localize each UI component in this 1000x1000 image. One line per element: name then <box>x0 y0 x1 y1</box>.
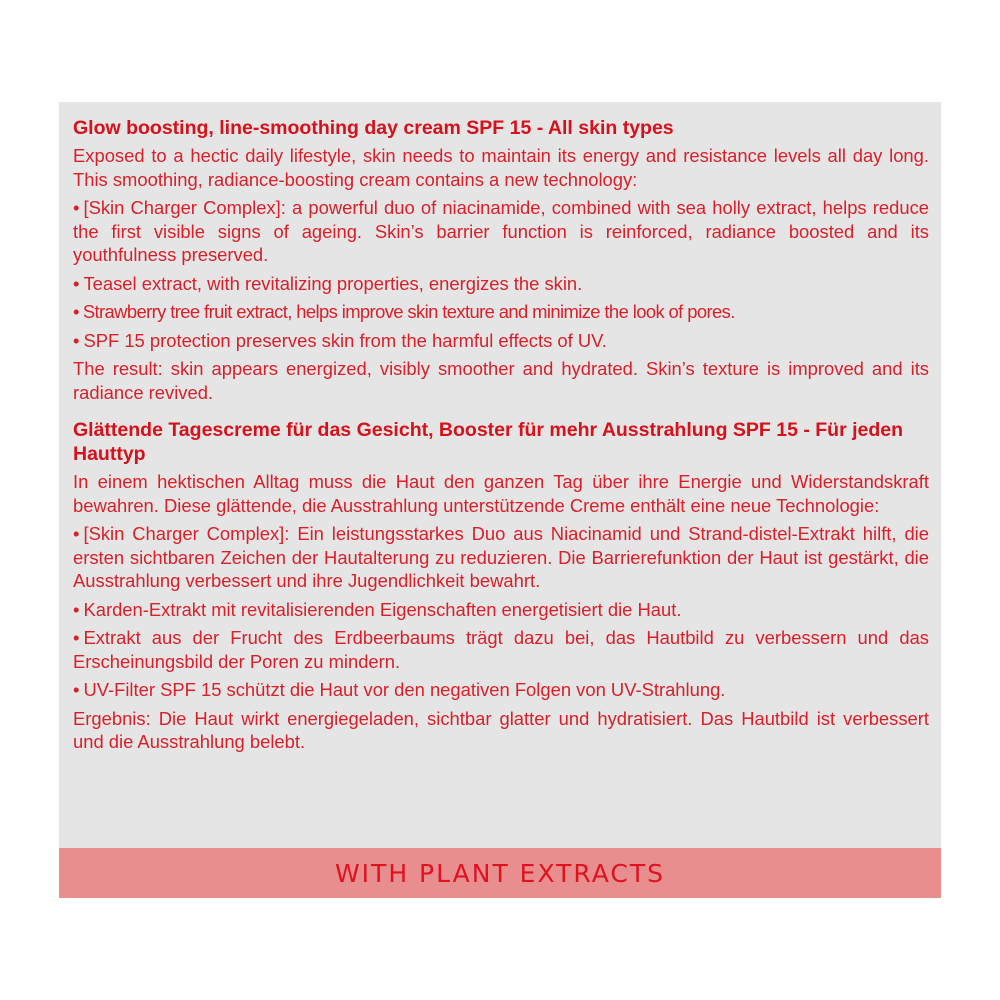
bullet-icon: • <box>73 598 80 620</box>
german-bullet <box>73 626 929 673</box>
english-bullet-text: Strawberry tree fruit extract, helps improve skin texture and minimize the look of pores. <box>82 301 735 322</box>
plant-extracts-band <box>59 848 941 898</box>
german-bullet-text: [Skin Charger Complex]: Ein leistungsstarkes Duo aus Niacinamid und Strand-distel-Extrakt hilft, die ersten sichtbaren Zeichen der Hautalterung zu reduzieren. Die Barrierefunktion der Haut ist gestärkt, die Ausstrahlung verbessert und ihre Jugendlichkeit bewahrt. <box>73 523 929 591</box>
bullet-icon: • <box>73 301 79 322</box>
german-bullet-text: Karden-Extrakt mit revitalisierenden Eigenschaften energetisiert die Haut. <box>83 598 682 620</box>
english-section <box>73 116 929 404</box>
english-bullet <box>73 272 929 296</box>
bullet-icon: • <box>73 272 80 294</box>
bullet-icon: • <box>73 627 80 648</box>
german-bullet <box>73 522 929 593</box>
german-heading: Glättende Tagescreme für das Gesicht, Booster für mehr Ausstrahlung SPF 15 - Für jeden Hauttyp <box>73 419 904 465</box>
english-bullet-text: Teasel extract, with revitalizing properties, energizes the skin. <box>83 272 583 294</box>
english-bullet-text: [Skin Charger Complex]: a powerful duo of niacinamide, combined with sea holly extract, helps reduce the first visible signs of ageing. Skin’s barrier function is reinforced, radiance boosted and its youthfulness preserved. <box>73 197 929 265</box>
english-bullet-text: SPF 15 protection preserves skin from the harmful effects of UV. <box>83 329 607 351</box>
product-label-panel <box>59 102 941 898</box>
german-section <box>73 418 929 754</box>
german-bullet <box>73 598 929 622</box>
english-intro: Exposed to a hectic daily lifestyle, skin needs to maintain its energy and resistance levels all day long. This smoothing, radiance-boosting cream contains a new technology: <box>73 145 929 190</box>
bullet-icon: • <box>73 329 80 351</box>
german-bullet <box>73 678 929 702</box>
bullet-icon: • <box>73 679 80 700</box>
german-result: Ergebnis: Die Haut wirkt energiegeladen, sichtbar glatter und hydratisiert. Das Hautbild ist verbessert und die Ausstrahlung belebt. <box>73 707 929 752</box>
label-content <box>73 116 929 759</box>
english-heading: Glow boosting, line-smoothing day cream SPF 15 - All skin types <box>73 117 674 139</box>
english-bullet <box>73 329 929 353</box>
english-bullet <box>73 196 929 267</box>
bullet-icon: • <box>73 197 80 218</box>
bullet-icon: • <box>73 523 80 544</box>
german-intro: In einem hektischen Alltag muss die Haut den ganzen Tag über ihre Energie und Widerstandskraft bewahren. Diese glättende, die Ausstrahlung unterstützende Creme enthält eine neue Technologie: <box>73 471 929 516</box>
plant-extracts-label: WITH PLANT EXTRACTS <box>334 858 666 888</box>
english-bullet <box>73 300 929 324</box>
english-result: The result: skin appears energized, visibly smoother and hydrated. Skin’s texture is improved and its radiance revived. <box>73 358 929 403</box>
german-bullet-text: Extrakt aus der Frucht des Erdbeerbaums trägt dazu bei, das Hautbild zu verbessern und das Erscheinungsbild der Poren zu mindern. <box>73 627 929 672</box>
german-bullet-text: UV-Filter SPF 15 schützt die Haut vor den negativen Folgen von UV-Strahlung. <box>83 679 726 700</box>
